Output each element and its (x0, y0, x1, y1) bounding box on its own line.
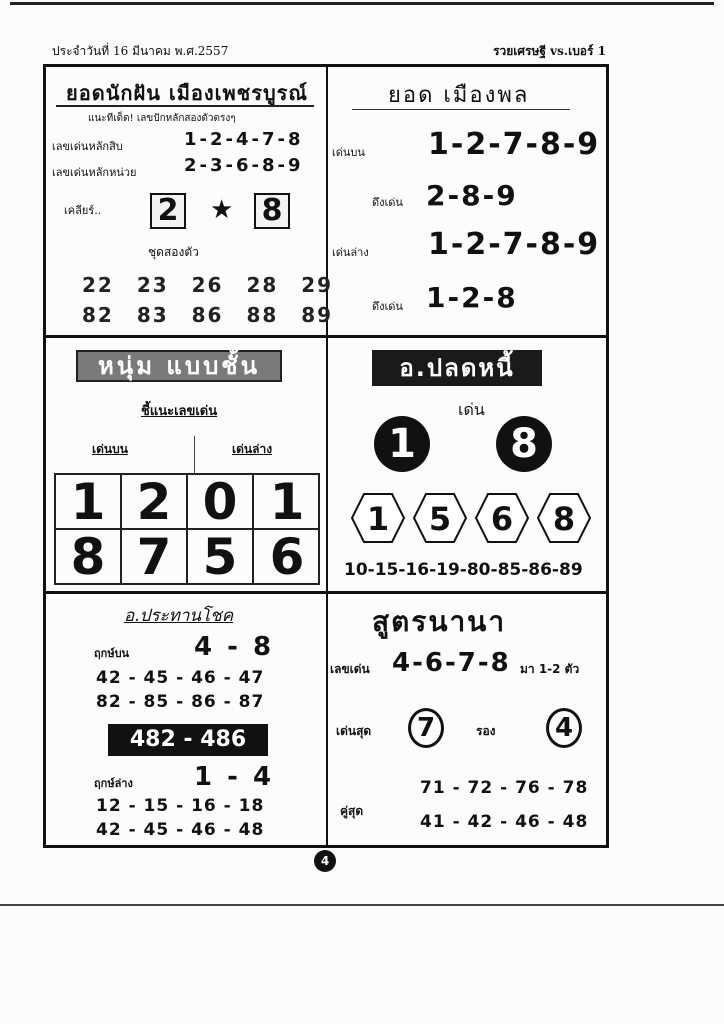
top-value: 1-2-7-8-9 (428, 127, 601, 162)
top-pick-value: 2-8-9 (426, 179, 518, 212)
grid-digit: 8 (56, 530, 122, 585)
set-number: 89 (301, 303, 334, 327)
set-number: 22 (82, 273, 114, 297)
top-label: เด่นบน (332, 146, 365, 159)
second-label: รอง (476, 724, 496, 738)
publication-name: รวยเศรษฐี vs.เบอร์ 1 (493, 44, 606, 58)
panel-prathan-chok (46, 594, 326, 845)
panel-num-baep-chan (46, 338, 326, 591)
panel-phetchabun (46, 67, 334, 335)
bottom-pick-value: 1-2-8 (426, 281, 518, 314)
panel-title: ยอดนักฝัน เมืองเพชรบูรณ์ (66, 81, 308, 105)
lead-label: เด่น (458, 400, 485, 419)
bottom-label: ฤกษ์ล่าง (94, 777, 133, 790)
best-label: เด่นสุด (336, 724, 372, 738)
sets-row (82, 303, 333, 327)
panel-title-banner: หนุ่ม แบบชั้น (76, 350, 282, 382)
top-value: 4 - 8 (194, 632, 275, 662)
divider (194, 436, 195, 474)
set-number: 83 (136, 303, 169, 327)
set-number: 29 (301, 273, 334, 297)
set-number: 82 (82, 303, 114, 327)
bottom-value: 1 - 4 (194, 762, 275, 792)
panel-sut-nana (328, 594, 606, 845)
number-row: 12 - 15 - 16 - 18 (96, 796, 265, 816)
tens-label: เลขเด่นหลักสิบ (52, 140, 123, 153)
sets-row (82, 273, 333, 297)
lead-note: มา 1-2 ตัว (520, 662, 580, 676)
panel-plot-nee (328, 338, 606, 591)
pairs-label: คู่สุด (340, 804, 364, 818)
set-number: 28 (246, 273, 279, 297)
hexagon-digit: 6 (490, 500, 514, 538)
grid-digit: 0 (188, 475, 254, 530)
hexagon-digit: 8 (552, 500, 576, 538)
sets-label: ชุดสองตัว (148, 245, 199, 259)
star-icon: ★ (210, 195, 234, 225)
lead-digit-circle: 1 (374, 416, 430, 472)
top-pick-label: ดึงเด่น (372, 196, 403, 209)
bottom-label: เด่นล่าง (332, 246, 369, 259)
panel-title: ยอด เมืองพล (388, 83, 530, 108)
grid-digit: 7 (122, 530, 188, 585)
hexagon-digit: 1 (366, 500, 390, 538)
grid-digit: 1 (254, 475, 320, 530)
lead-value: 4-6-7-8 (392, 648, 511, 678)
bottom-label: เด่นล่าง (232, 442, 273, 456)
set-number: 86 (191, 303, 224, 327)
set-number: 23 (136, 273, 169, 297)
page-number: 4 (314, 850, 336, 872)
units-value: 2-3-6-8-9 (184, 155, 304, 176)
hexagon-digit: 5 (428, 500, 452, 538)
bottom-rule (0, 904, 724, 906)
top-rule (10, 2, 714, 5)
lead-digit-circle: 8 (496, 416, 552, 472)
grid-digit: 2 (122, 475, 188, 530)
title-underline (56, 105, 314, 107)
lottery-grid-frame (43, 64, 609, 848)
bottom-pick-label: ดึงเด่น (372, 300, 403, 313)
number-row: 42 - 45 - 46 - 48 (96, 820, 265, 840)
pairs-row: 71 - 72 - 76 - 78 (420, 778, 589, 798)
issue-date: ประจำวันที่ 16 มีนาคม พ.ศ.2557 (52, 44, 229, 58)
number-row: 42 - 45 - 46 - 47 (96, 668, 265, 688)
set-number: 88 (246, 303, 279, 327)
highlight-banner: 482 - 486 (108, 724, 268, 756)
hexagon-row (346, 490, 592, 546)
panel-muang-phon (328, 67, 606, 335)
number-row: 82 - 85 - 86 - 87 (96, 692, 265, 712)
panel-title: อ.ประทานโชค (124, 606, 234, 626)
second-digit-circle: 4 (546, 708, 582, 748)
number-list: 10-15-16-19-80-85-86-89 (344, 560, 583, 580)
top-label: ฤกษ์บน (94, 647, 130, 660)
lead-label: เลขเด่น (330, 662, 370, 676)
title-underline (352, 109, 570, 110)
grid-digit: 6 (269, 528, 305, 586)
grid-digit: 1 (56, 475, 122, 530)
panel-title-banner: อ.ปลดหนี้ (372, 350, 542, 386)
panel-subtitle: แนะทีเด็ด! เลขปักหลักสองตัวตรงๆ (88, 113, 236, 124)
panel-title: สูตรนานา (372, 605, 507, 638)
tens-value: 1-2-4-7-8 (184, 129, 304, 150)
top-label: เด่นบน (92, 442, 128, 456)
clear-digit-box: 8 (254, 193, 290, 229)
panel-subtitle: ชี้แนะเลขเด่น (141, 404, 218, 419)
pairs-row: 41 - 42 - 46 - 48 (420, 812, 589, 832)
set-number: 26 (191, 273, 224, 297)
grid-digit: 5 (188, 530, 254, 585)
clear-label: เคลียร์.. (64, 204, 102, 217)
units-label: เลขเด่นหลักหน่วย (52, 166, 137, 179)
digit-grid (54, 473, 320, 585)
clear-digit-box: 2 (150, 193, 186, 229)
bottom-value: 1-2-7-8-9 (428, 227, 601, 262)
best-digit-circle: 7 (408, 708, 444, 748)
